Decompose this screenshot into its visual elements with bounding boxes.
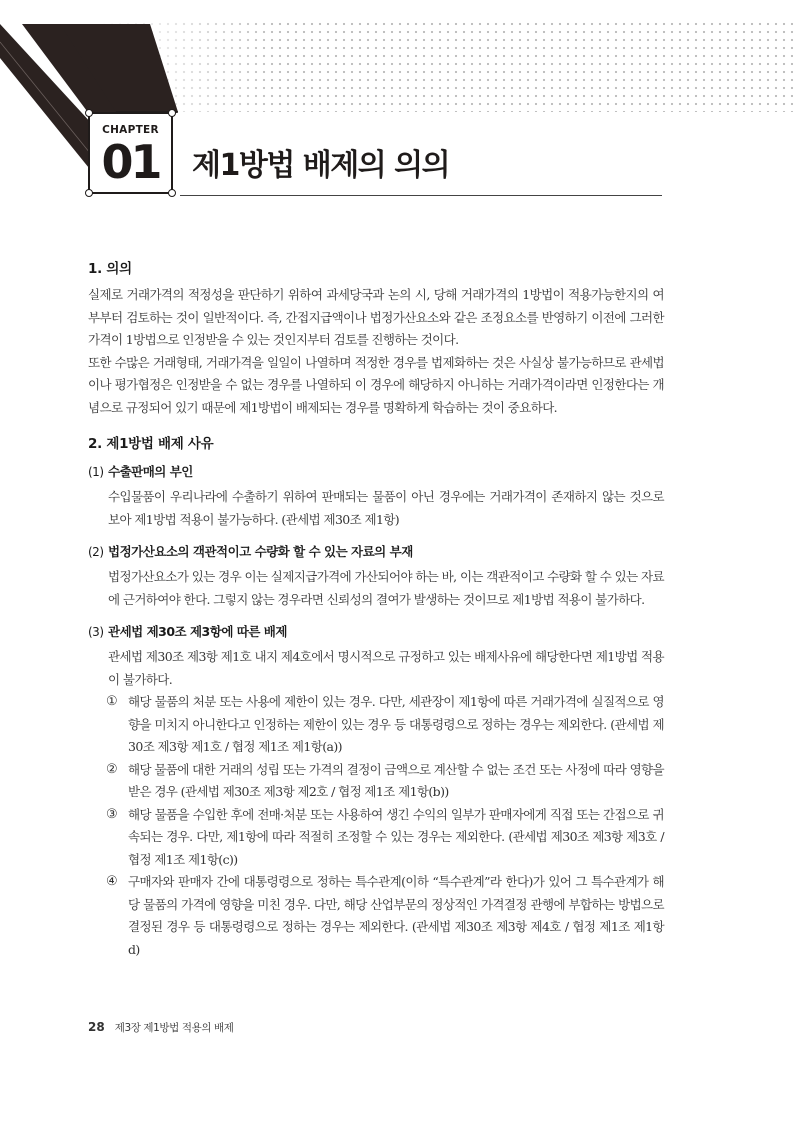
paragraph: 실제로 거래가격의 적정성을 판단하기 위하여 과세당국과 논의 시, 당해 거래가격의 1방법이 적용가능한지의 여부부터 검토하는 것이 일반적이다. 즉, 간접지급액이나 법정가산요소와 같은 조정요소를 반영하기 이전에 그러한 가격이 1방법으로 인정받을 수 있는 것인지부터 검토를 진행하는 것이다. — [88, 287, 664, 347]
section-heading: 2. 제1방법 배제 사유 — [88, 436, 214, 452]
list-marker: ③ — [106, 806, 118, 822]
list-item-text: 해당 물품을 수입한 후에 전매·처분 또는 사용하여 생긴 수익의 일부가 판매자에게 직접 또는 간접으로 귀속되는 경우. 다만, 제1항에 따라 적절히 조정할 수 있는 경우는 제외한다. (관세법 제30조 제3항 제3호 / 협정 제1조 제1항(c)) — [128, 806, 664, 867]
subsection-title: 수출판매의 부인 — [108, 464, 193, 479]
chapter-title: 제1방법 배제의 의의 — [192, 148, 450, 183]
paragraph: 수입물품이 우리나라에 수출하기 위하여 판매되는 물품이 아닌 경우에는 거래가격이 존재하지 않는 것으로 보아 제1방법 적용이 불가능하다. (관세법 제30조 제1항) — [108, 489, 664, 527]
corner-dot — [85, 109, 93, 117]
subsection-heading — [88, 541, 664, 563]
list-item-text: 구매자와 판매자 간에 대통령령으로 정하는 특수관계(이하 “특수관계”라 한다)가 있어 그 특수관계가 해당 물품의 가격에 영향을 미친 경우. 다만, 해당 산업부문의 정상적인 가격결정 관행에 부합하는 방법으로 결정된 경우 등 대통령령으로 정하는 경우는 제외한다. (관세법 제30조 제3항 제4호 / 협정 제1조 제1항 d) — [128, 874, 664, 957]
list-marker: ④ — [106, 874, 118, 889]
list-item — [88, 691, 664, 759]
paragraph: 법정가산요소가 있는 경우 이는 실제지급가격에 가산되어야 하는 바, 이는 객관적이고 수량화 할 수 있는 자료에 근거하여야 한다. 그렇지 않는 경우라면 신뢰성의 결여가 발생하는 것이므로 제1방법 적용이 불가하다. — [108, 569, 664, 607]
running-footer-title: 제3장 제1방법 적용의 배제 — [114, 1022, 234, 1034]
list-marker: ① — [106, 694, 118, 709]
main-content — [88, 258, 664, 961]
paragraph: 관세법 제30조 제3항 제1호 내지 제4호에서 명시적으로 규정하고 있는 배제사유에 해당한다면 제1방법 적용이 불가하다. — [108, 649, 664, 687]
subsection-title: 법정가산요소의 객관적이고 수량화 할 수 있는 자료의 부재 — [108, 544, 413, 559]
title-divider — [180, 195, 662, 196]
chapter-label: CHAPTER — [102, 124, 159, 136]
page-number: 28 — [88, 1020, 105, 1034]
section-heading: 1. 의의 — [88, 261, 132, 277]
list-item — [88, 871, 664, 961]
subsection-heading — [88, 461, 664, 483]
list-item — [88, 759, 664, 804]
list-marker: ② — [106, 761, 118, 777]
subsection-title: 관세법 제30조 제3항에 따른 배제 — [108, 624, 287, 639]
subsection-number: (1) — [88, 465, 104, 479]
list-item-text: 해당 물품에 대한 거래의 성립 또는 가격의 결정이 금액으로 계산할 수 없는 조건 또는 사정에 따라 영향을 받은 경우 (관세법 제30조 제3항 제2호 / 협정 제1조 제1항(b)) — [128, 761, 664, 799]
dot-pattern-decoration — [100, 20, 793, 112]
list-item-text: 해당 물품의 처분 또는 사용에 제한이 있는 경우. 다만, 세관장이 제1항에 따른 거래가격에 실질적으로 영향을 미치지 아니한다고 인정하는 제한이 있는 경우 등 대통령령으로 정하는 경우는 제외한다. (관세법 제30조 제3항 제1호 / 협정 제1조 제1항(a)) — [128, 694, 664, 754]
corner-dot — [168, 109, 176, 117]
subsection-number: (2) — [88, 545, 104, 559]
list-item — [88, 804, 664, 872]
chapter-badge — [88, 112, 173, 194]
page-footer — [88, 1020, 234, 1035]
subsection-number: (3) — [88, 625, 104, 639]
paragraph: 또한 수많은 거래형태, 거래가격을 일일이 나열하며 적정한 경우를 법제화하는 것은 사실상 불가능하므로 관세법이나 평가협정은 인정받을 수 없는 경우를 나열하되 이 경우에 해당하지 아니하는 거래가격이라면 인정한다는 개념으로 규정되어 있기 때문에 제1방법이 배제되는 경우를 명확하게 학습하는 것이 중요하다. — [88, 354, 664, 415]
chapter-number: 01 — [101, 135, 160, 189]
subsection-heading — [88, 621, 664, 643]
